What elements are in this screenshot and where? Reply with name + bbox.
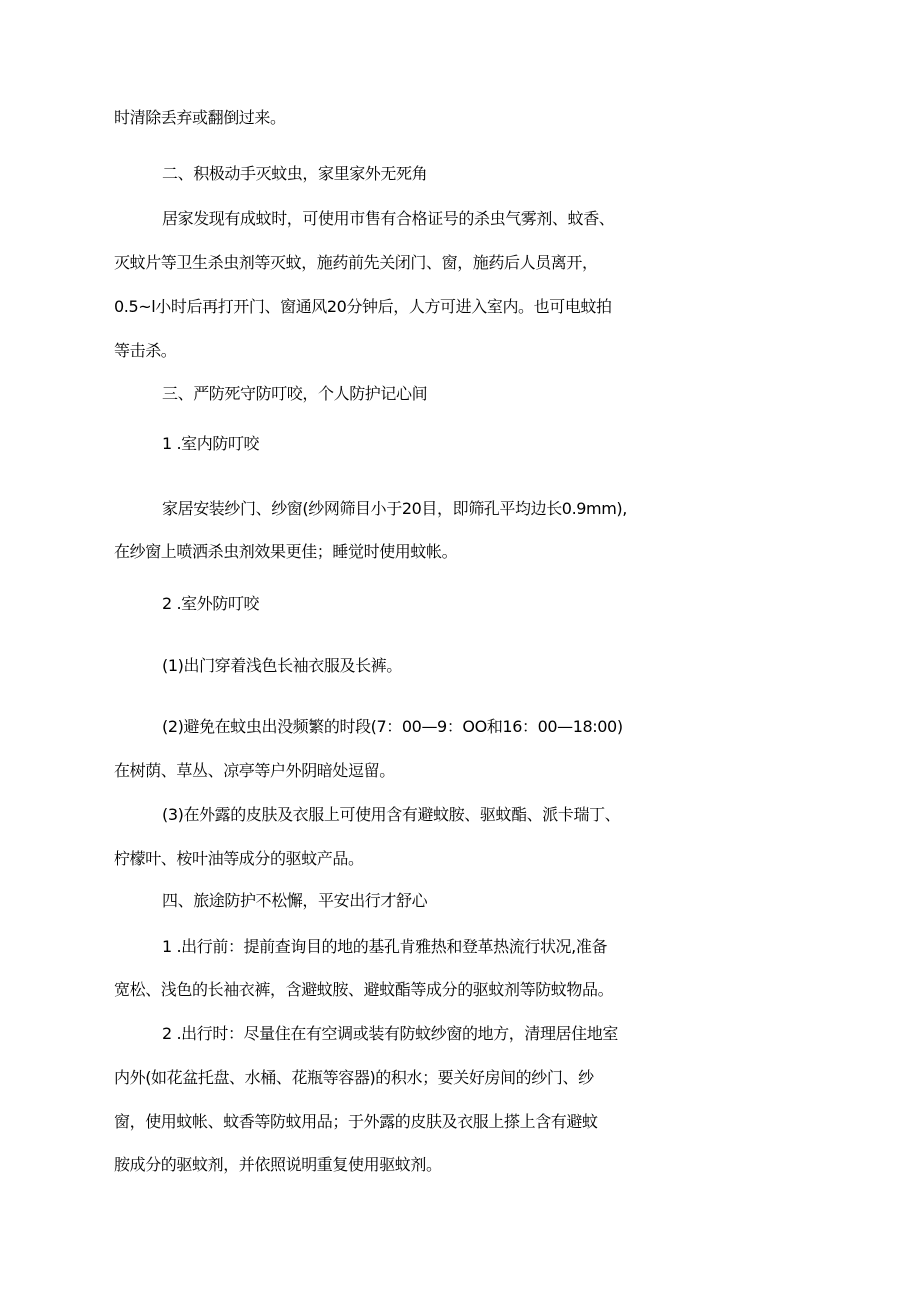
paragraph-line: 柠檬叶、桉叶油等成分的驱蚊产品。: [114, 849, 364, 868]
paragraph-line: 在纱窗上喷洒杀虫剂效果更佳；睡觉时使用蚊帐。: [114, 542, 458, 561]
paragraph-line: 时清除丢弃或翻倒过来。: [114, 108, 286, 127]
paragraph-line: 在树荫、草丛、凉亭等户外阴暗处逗留。: [114, 761, 395, 780]
paragraph-line: 灭蚊片等卫生杀虫剂等灭蚊，施药前先关闭门、窗，施药后人员离开，: [114, 253, 598, 272]
subsection-heading: 1 .室内防叮咬: [162, 434, 260, 453]
paragraph-line: 居家发现有成蚊时，可使用市售有合格证号的杀虫气雾剂、蚊香、: [162, 209, 615, 228]
paragraph-line: 窗，使用蚊帐、蚊香等防蚊用品；于外露的皮肤及衣服上搽上含有避蚊: [114, 1112, 598, 1131]
subsection-heading: 2 .室外防叮咬: [162, 594, 260, 613]
section-heading: 三、严防死守防叮咬，个人防护记心间: [162, 384, 428, 403]
paragraph-line: 2 .出行时：尽量住在有空调或装有防蚊纱窗的地方，清理居住地室: [162, 1024, 618, 1043]
paragraph-line: 等击杀。: [114, 341, 177, 360]
section-heading: 四、旅途防护不松懈，平安出行才舒心: [162, 891, 428, 910]
paragraph-line: 1 .出行前：提前查询目的地的基孔肯雅热和登革热流行状况,准备: [162, 937, 608, 956]
paragraph-line: (2)避免在蚊虫出没频繁的时段(7：00—9：OO和16：00—18:00): [162, 717, 623, 736]
paragraph-line: 内外(如花盆托盘、水桶、花瓶等容器)的积水；要关好房间的纱门、纱: [114, 1068, 594, 1087]
section-heading: 二、积极动手灭蚊虫，家里家外无死角: [162, 164, 428, 183]
paragraph-line: (3)在外露的皮肤及衣服上可使用含有避蚊胺、驱蚊酯、派卡瑞丁、: [162, 805, 621, 824]
paragraph-line: 宽松、浅色的长袖衣裤，含避蚊胺、避蚊酯等成分的驱蚊剂等防蚊物品。: [114, 980, 614, 999]
paragraph-line: (1)出门穿着浅色长袖衣服及长裤。: [162, 656, 402, 675]
paragraph-line: 家居安装纱门、纱窗(纱网筛目小于20目，即筛孔平均边长0.9mm),: [162, 499, 627, 518]
paragraph-line: 胺成分的驱蚊剂，并依照说明重复使用驱蚊剂。: [114, 1155, 442, 1174]
paragraph-line: 0.5~l小时后再打开门、窗通风20分钟后，人方可进入室内。也可电蚊拍: [114, 297, 612, 316]
